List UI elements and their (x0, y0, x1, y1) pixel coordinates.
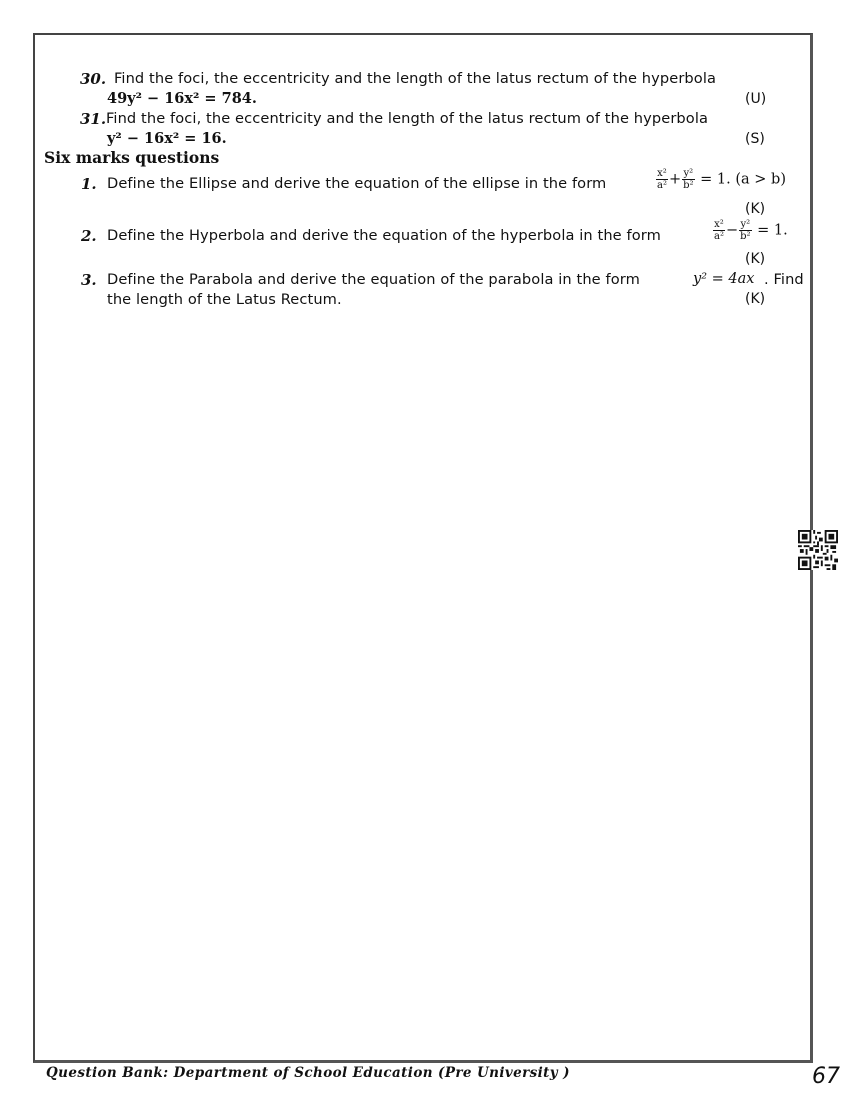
question-text: Define the Ellipse and derive the equation of the ellipse in the form (107, 175, 607, 192)
footer-text: Question Bank: Department of School Education (Pre University ) (46, 1065, 570, 1081)
qr-code-icon (798, 530, 838, 570)
section-heading: Six marks questions (44, 148, 220, 167)
difficulty-tag: (K) (745, 291, 766, 307)
difficulty-tag: (S) (745, 131, 765, 147)
page-number: 67 (812, 1064, 840, 1089)
fraction: $\frac{\text{x²}}{\text{a²}}$ (714, 219, 724, 242)
question-number: 30. (80, 70, 107, 88)
question-number: 31. (80, 110, 107, 128)
question-text: Define the Parabola and derive the equation of the parabola in the form (107, 271, 640, 288)
difficulty-tag: (K) (745, 251, 766, 267)
question-text: Find the foci, the eccentricity and the length of the latus rectum of the hyperbola (114, 70, 717, 87)
question-text: Find the foci, the eccentricity and the length of the latus rectum of the hyperbola (106, 110, 709, 127)
question-number: 1. (81, 175, 97, 193)
question-equation: 49y² − 16x² = 784. (107, 90, 257, 107)
difficulty-tag: (U) (745, 91, 767, 107)
fraction: $\frac{\text{y²}}{\text{b²}}$ (683, 168, 694, 191)
hyperbola-equation: $\frac{\text{x²}}{\text{a²}}$ − $\frac{\text{y²}}{\text{b²}}$ = 1. (714, 219, 788, 242)
difficulty-tag: (K) (745, 201, 766, 217)
fraction: $\frac{\text{x²}}{\text{a²}}$ (657, 168, 667, 191)
question-equation: y² − 16x² = 16. (107, 130, 227, 147)
fraction: $\frac{\text{y²}}{\text{b²}}$ (740, 219, 751, 242)
question-number: 2. (81, 227, 97, 245)
question-text-tail: . Find (764, 271, 804, 288)
question-text-line2: the length of the Latus Rectum. (107, 291, 342, 308)
question-text: Define the Hyperbola and derive the equation of the hyperbola in the form (107, 227, 661, 244)
question-number: 3. (81, 271, 97, 289)
parabola-equation: y² = 4ax (693, 271, 755, 287)
ellipse-equation: $\frac{\text{x²}}{\text{a²}}$ + $\frac{\text{y²}}{\text{b²}}$ = 1. (a > b) (657, 168, 786, 191)
